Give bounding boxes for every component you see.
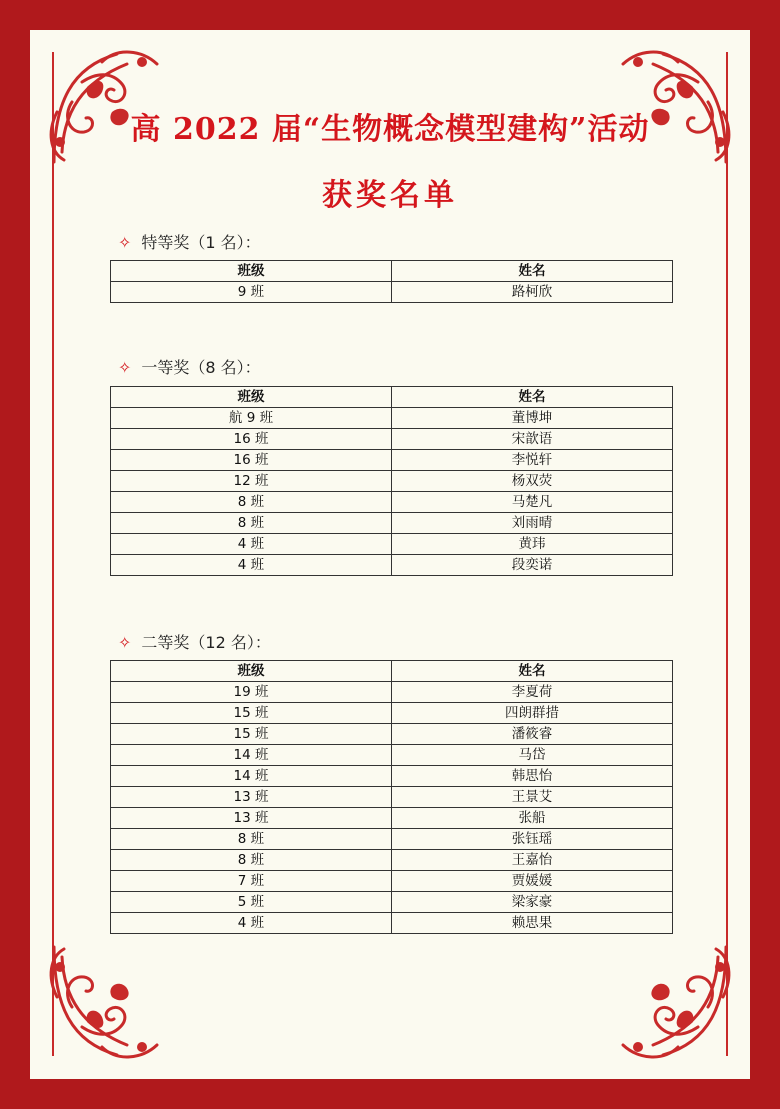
section-heading-first: [118, 355, 261, 378]
name-cell: 赖思果: [392, 913, 673, 934]
table-row: [111, 429, 673, 450]
class-cell: 13 班: [111, 808, 392, 829]
name-cell: 路柯欣: [392, 282, 673, 303]
class-cell: 4 班: [111, 534, 392, 555]
name-cell: 梁家豪: [392, 892, 673, 913]
class-cell: 15 班: [111, 703, 392, 724]
name-cell: 王嘉怡: [392, 850, 673, 871]
award-table-first: [110, 386, 673, 576]
section-heading-special: [118, 230, 261, 253]
table-row: [111, 808, 673, 829]
name-cell: 四朗群措: [392, 703, 673, 724]
table-header-row: [111, 387, 673, 408]
table-row: [111, 703, 673, 724]
name-cell: 马岱: [392, 745, 673, 766]
table-row: [111, 892, 673, 913]
corner-ornament-bottom-left: [42, 937, 172, 1067]
table-header-row: [111, 661, 673, 682]
name-cell: 董博坤: [392, 408, 673, 429]
column-header-class: 班级: [111, 261, 392, 282]
column-header-class: 班级: [111, 661, 392, 682]
table-row: [111, 724, 673, 745]
class-cell: 航 9 班: [111, 408, 392, 429]
table-row: [111, 534, 673, 555]
table-row: [111, 745, 673, 766]
name-cell: 李夏荷: [392, 682, 673, 703]
corner-ornament-bottom-right: [608, 937, 738, 1067]
class-cell: 8 班: [111, 850, 392, 871]
class-cell: 8 班: [111, 513, 392, 534]
class-cell: 13 班: [111, 787, 392, 808]
class-cell: 4 班: [111, 555, 392, 576]
table-row: [111, 829, 673, 850]
page-subtitle: 获奖名单: [322, 178, 458, 213]
class-cell: 12 班: [111, 471, 392, 492]
name-cell: 刘雨晴: [392, 513, 673, 534]
class-cell: 16 班: [111, 429, 392, 450]
table-row: [111, 871, 673, 892]
name-cell: 王景艾: [392, 787, 673, 808]
section-heading-text: 二等奖（12 名）：: [141, 633, 271, 652]
column-header-name: 姓名: [392, 661, 673, 682]
name-cell: 张船: [392, 808, 673, 829]
section-heading-text: 特等奖（1 名）：: [141, 233, 261, 252]
name-cell: 张钰瑶: [392, 829, 673, 850]
name-cell: 段奕诺: [392, 555, 673, 576]
name-cell: 马楚凡: [392, 492, 673, 513]
class-cell: 5 班: [111, 892, 392, 913]
table-row: [111, 913, 673, 934]
star-icon: ✧: [118, 633, 132, 652]
table-header-row: [111, 261, 673, 282]
name-cell: 韩思怡: [392, 766, 673, 787]
award-table-special: [110, 260, 673, 303]
name-cell: 黄玮: [392, 534, 673, 555]
name-cell: 杨双荧: [392, 471, 673, 492]
table-row: [111, 787, 673, 808]
table-row: [111, 555, 673, 576]
table-row: [111, 282, 673, 303]
table-row: [111, 682, 673, 703]
award-table-second: [110, 660, 673, 934]
table-row: [111, 450, 673, 471]
star-icon: ✧: [118, 233, 132, 252]
table-row: [111, 408, 673, 429]
column-header-name: 姓名: [392, 261, 673, 282]
section-heading-text: 一等奖（8 名）：: [141, 358, 261, 377]
name-cell: 潘筱睿: [392, 724, 673, 745]
table-row: [111, 492, 673, 513]
class-cell: 19 班: [111, 682, 392, 703]
name-cell: 李悦轩: [392, 450, 673, 471]
name-cell: 宋歆语: [392, 429, 673, 450]
table-row: [111, 513, 673, 534]
column-header-class: 班级: [111, 387, 392, 408]
class-cell: 4 班: [111, 913, 392, 934]
table-row: [111, 471, 673, 492]
table-row: [111, 766, 673, 787]
page-title: 高 2022 届“生物概念模型建构”活动: [130, 112, 650, 147]
star-icon: ✧: [118, 358, 132, 377]
name-cell: 贾媛媛: [392, 871, 673, 892]
class-cell: 7 班: [111, 871, 392, 892]
column-header-name: 姓名: [392, 387, 673, 408]
class-cell: 8 班: [111, 829, 392, 850]
class-cell: 16 班: [111, 450, 392, 471]
class-cell: 14 班: [111, 766, 392, 787]
section-heading-second: [118, 630, 271, 653]
class-cell: 15 班: [111, 724, 392, 745]
table-row: [111, 850, 673, 871]
class-cell: 14 班: [111, 745, 392, 766]
class-cell: 8 班: [111, 492, 392, 513]
class-cell: 9 班: [111, 282, 392, 303]
